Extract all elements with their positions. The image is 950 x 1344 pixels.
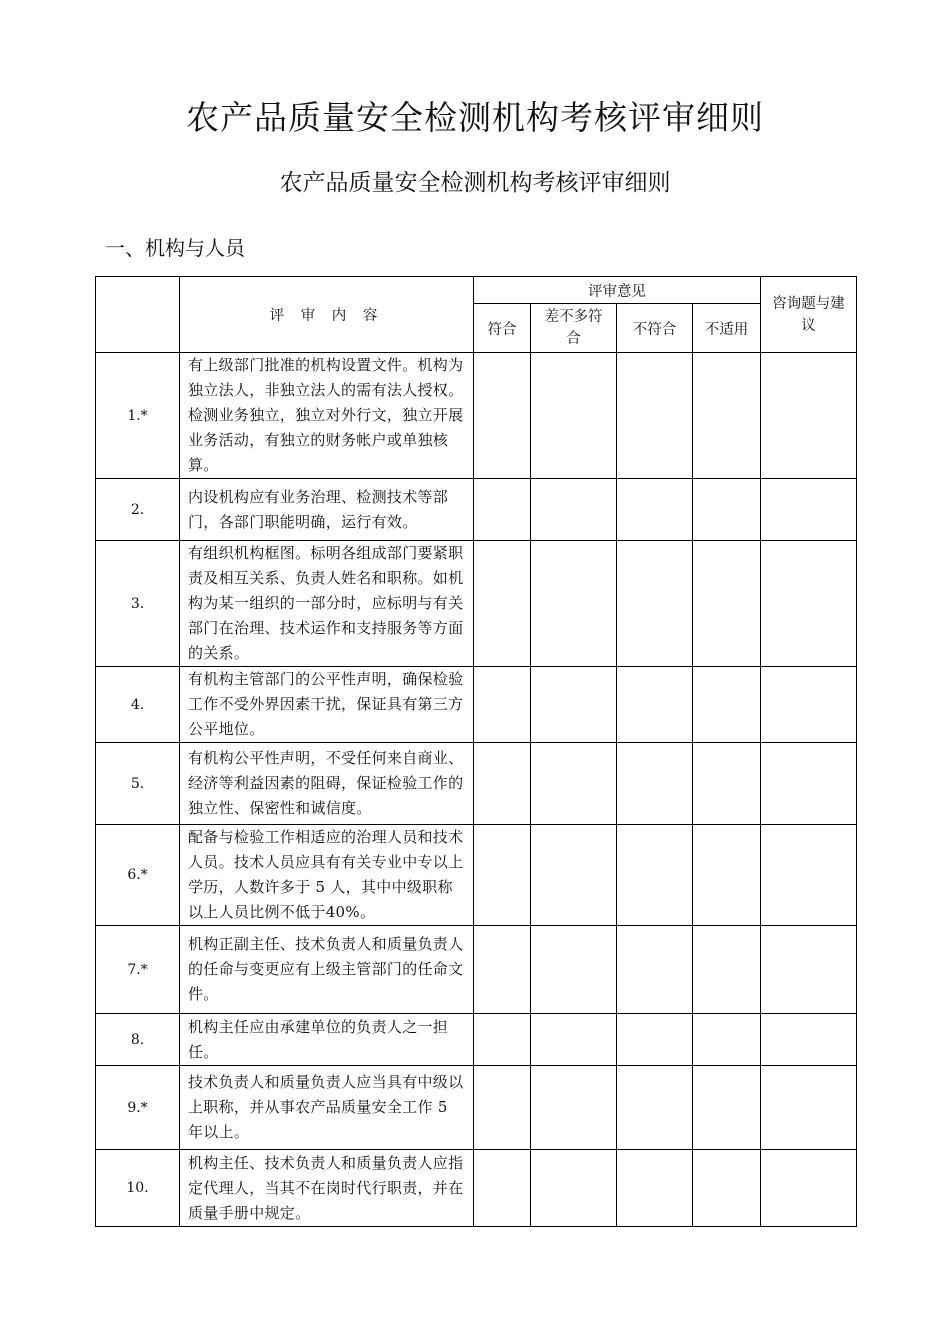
- section-heading: 一、机构与人员: [105, 236, 245, 260]
- header-row-top: [96, 277, 857, 304]
- cell-mostly-conform[interactable]: [531, 743, 617, 825]
- row-content: 有上级部门批准的机构设置文件。机构为独立法人，非独立法人的需有法人授权。检测业务独立，独立对外行文，独立开展业务活动，有独立的财务帐户或单独核算。: [180, 353, 474, 479]
- cell-not-applicable[interactable]: [693, 541, 761, 667]
- row-number: 9.*: [96, 1066, 180, 1150]
- cell-not-applicable[interactable]: [693, 353, 761, 479]
- cell-mostly-conform[interactable]: [531, 926, 617, 1014]
- cell-not-applicable[interactable]: [693, 479, 761, 541]
- cell-mostly-conform[interactable]: [531, 541, 617, 667]
- cell-questions[interactable]: [761, 1066, 857, 1150]
- cell-not-applicable[interactable]: [693, 825, 761, 926]
- cell-questions[interactable]: [761, 825, 857, 926]
- header-mostly-conform-label: 差不多符合: [544, 309, 603, 347]
- row-number: 6.*: [96, 825, 180, 926]
- cell-questions[interactable]: [761, 743, 857, 825]
- cell-questions[interactable]: [761, 479, 857, 541]
- row-number: 5.: [96, 743, 180, 825]
- cell-not-conform[interactable]: [617, 825, 693, 926]
- cell-conform[interactable]: [474, 667, 531, 743]
- sub-title: 农产品质量安全检测机构考核评审细则: [279, 170, 671, 196]
- table-row: [96, 353, 857, 479]
- table-row: [96, 667, 857, 743]
- header-number-cell: [96, 277, 180, 353]
- cell-not-applicable[interactable]: [693, 1150, 761, 1227]
- row-content: 内设机构应有业务治理、检测技术等部门，各部门职能明确，运行有效。: [180, 479, 474, 541]
- table-row: [96, 479, 857, 541]
- cell-conform[interactable]: [474, 541, 531, 667]
- header-content-label: 评 审 内 容: [269, 308, 384, 324]
- cell-not-applicable[interactable]: [693, 667, 761, 743]
- cell-conform[interactable]: [474, 353, 531, 479]
- row-number: 2.: [96, 479, 180, 541]
- row-content: 有机构主管部门的公平性声明，确保检验工作不受外界因素干扰，保证具有第三方公平地位。: [180, 667, 474, 743]
- header-opinion-group: 评审意见: [474, 277, 761, 304]
- cell-questions[interactable]: [761, 1014, 857, 1066]
- row-number: 3.: [96, 541, 180, 667]
- cell-conform[interactable]: [474, 1150, 531, 1227]
- cell-mostly-conform[interactable]: [531, 1066, 617, 1150]
- table-row: [96, 743, 857, 825]
- header-questions-label: 咨询题与建议: [772, 295, 845, 334]
- row-content: 有组织机构框图。标明各组成部门要紧职责及相互关系、负责人姓名和职称。如机构为某一组织的一部分时，应标明与有关部门在治理、技术运作和支持服务等方面的关系。: [180, 541, 474, 667]
- cell-conform[interactable]: [474, 479, 531, 541]
- cell-not-conform[interactable]: [617, 1014, 693, 1066]
- cell-questions[interactable]: [761, 926, 857, 1014]
- cell-mostly-conform[interactable]: [531, 1014, 617, 1066]
- cell-not-applicable[interactable]: [693, 1014, 761, 1066]
- row-content: 机构主任、技术负责人和质量负责人应指定代理人，当其不在岗时代行职责，并在质量手册中规定。: [180, 1150, 474, 1227]
- cell-mostly-conform[interactable]: [531, 1150, 617, 1227]
- cell-not-conform[interactable]: [617, 743, 693, 825]
- cell-not-conform[interactable]: [617, 1150, 693, 1227]
- header-mostly-conform: [531, 304, 617, 353]
- cell-questions[interactable]: [761, 1150, 857, 1227]
- cell-not-conform[interactable]: [617, 667, 693, 743]
- cell-not-conform[interactable]: [617, 541, 693, 667]
- header-questions: [761, 277, 857, 353]
- row-content: 机构主任应由承建单位的负责人之一担任。: [180, 1014, 474, 1066]
- cell-mostly-conform[interactable]: [531, 667, 617, 743]
- review-table: [95, 276, 857, 1227]
- table-row: [96, 825, 857, 926]
- header-not-applicable: 不适用: [693, 304, 761, 353]
- cell-questions[interactable]: [761, 667, 857, 743]
- table-row: [96, 1066, 857, 1150]
- cell-not-conform[interactable]: [617, 926, 693, 1014]
- header-not-conform: 不符合: [617, 304, 693, 353]
- row-content: 有机构公平性声明，不受任何来自商业、经济等利益因素的阻碍，保证检验工作的独立性、保密性和诚信度。: [180, 743, 474, 825]
- cell-questions[interactable]: [761, 353, 857, 479]
- row-number: 4.: [96, 667, 180, 743]
- row-number: 10.: [96, 1150, 180, 1227]
- cell-not-conform[interactable]: [617, 353, 693, 479]
- row-number: 1.*: [96, 353, 180, 479]
- cell-not-applicable[interactable]: [693, 1066, 761, 1150]
- table-row: [96, 541, 857, 667]
- cell-mostly-conform[interactable]: [531, 825, 617, 926]
- cell-not-conform[interactable]: [617, 1066, 693, 1150]
- cell-conform[interactable]: [474, 825, 531, 926]
- cell-not-applicable[interactable]: [693, 743, 761, 825]
- header-content: [180, 277, 474, 353]
- cell-mostly-conform[interactable]: [531, 353, 617, 479]
- table-row: [96, 926, 857, 1014]
- cell-conform[interactable]: [474, 1014, 531, 1066]
- header-conform: 符合: [474, 304, 531, 353]
- main-title: 农产品质量安全检测机构考核评审细则: [186, 98, 764, 137]
- cell-mostly-conform[interactable]: [531, 479, 617, 541]
- cell-not-conform[interactable]: [617, 479, 693, 541]
- row-content: 配备与检验工作相适应的治理人员和技术人员。技术人员应具有有关专业中专以上学历，人数许多于 5 人，其中中级职称以上人员比例不低于40%。: [180, 825, 474, 926]
- cell-conform[interactable]: [474, 1066, 531, 1150]
- table-row: [96, 1014, 857, 1066]
- table-row: [96, 1150, 857, 1227]
- row-number: 8.: [96, 1014, 180, 1066]
- row-content: 机构正副主任、技术负责人和质量负责人的任命与变更应有上级主管部门的任命文件。: [180, 926, 474, 1014]
- cell-conform[interactable]: [474, 926, 531, 1014]
- row-number: 7.*: [96, 926, 180, 1014]
- cell-questions[interactable]: [761, 541, 857, 667]
- cell-not-applicable[interactable]: [693, 926, 761, 1014]
- cell-conform[interactable]: [474, 743, 531, 825]
- row-content: 技术负责人和质量负责人应当具有中级以上职称，并从事农产品质量安全工作 5 年以上。: [180, 1066, 474, 1150]
